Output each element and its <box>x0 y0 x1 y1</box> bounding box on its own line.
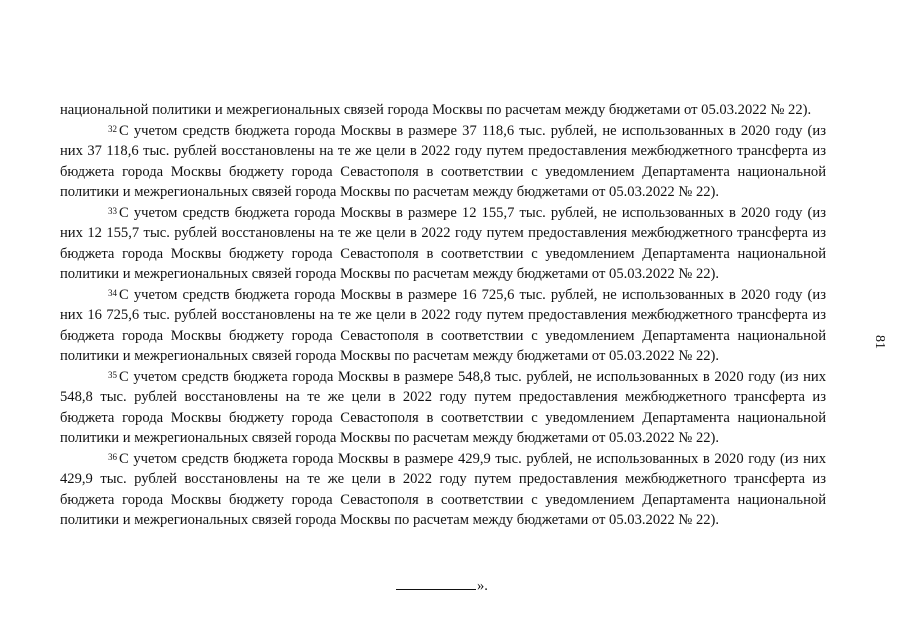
closing-rule <box>396 588 476 590</box>
footnote-paragraph-32 <box>60 121 826 203</box>
footnote-marker: 32 <box>108 123 117 134</box>
footnote-marker: 34 <box>108 287 117 298</box>
page-number: 81 <box>872 335 887 349</box>
paragraph-text: С учетом средств бюджета города Москвы в размере 548,8 тыс. рублей, не использованных в 2020 году (из них 548,8 тыс. рублей восстановлены на те же цели в 2022 году путем предоставления межбюджетного трансферта из бюджета города Москвы бюджету города Севастополя в соответствии с уведомлением Департамента национальной политики и межрегиональных связей города Москвы по расчетам между бюджетами от 05.03.2022 № 22). <box>60 368 826 446</box>
paragraph-text: С учетом средств бюджета города Москвы в размере 16 725,6 тыс. рублей, не использованных в 2020 году (из них 16 725,6 тыс. рублей восстановлены на те же цели в 2022 году путем предоставления межбюджетного трансферта из бюджета города Москвы бюджету города Севастополя в соответствии с уведомлением Департамента национальной политики и межрегиональных связей города Москвы по расчетам между бюджетами от 05.03.2022 № 22). <box>60 286 826 364</box>
paragraph-text: С учетом средств бюджета города Москвы в размере 37 118,6 тыс. рублей, не использованных в 2020 году (из них 37 118,6 тыс. рублей восстановлены на те же цели в 2022 году путем предоставления межбюджетного трансферта из бюджета города Москвы бюджету города Севастополя в соответствии с уведомлением Департамента национальной политики и межрегиональных связей города Москвы по расчетам между бюджетами от 05.03.2022 № 22). <box>60 122 826 200</box>
footnote-paragraph-35 <box>60 367 826 449</box>
footnote-paragraph-34 <box>60 285 826 367</box>
footnote-marker: 35 <box>108 369 117 380</box>
closing-mark <box>396 576 488 596</box>
paragraph-text: С учетом средств бюджета города Москвы в размере 12 155,7 тыс. рублей, не использованных в 2020 году (из них 12 155,7 тыс. рублей восстановлены на те же цели в 2022 году путем предоставления межбюджетного трансферта из бюджета города Москвы бюджету города Севастополя в соответствии с уведомлением Департамента национальной политики и межрегиональных связей города Москвы по расчетам между бюджетами от 05.03.2022 № 22). <box>60 204 826 282</box>
footnote-paragraph-36 <box>60 449 826 531</box>
footnote-marker: 36 <box>108 451 117 462</box>
footnote-paragraph-33 <box>60 203 826 285</box>
paragraph-continuation <box>60 100 826 121</box>
paragraph-text: национальной политики и межрегиональных связей города Москвы по расчетам между бюджетами от 05.03.2022 № 22). <box>60 102 812 118</box>
document-body <box>60 100 826 531</box>
footnote-marker: 33 <box>108 205 117 216</box>
paragraph-text: С учетом средств бюджета города Москвы в размере 429,9 тыс. рублей, не использованных в 2020 году (из них 429,9 тыс. рублей восстановлены на те же цели в 2022 году путем предоставления межбюджетного трансферта из бюджета города Москвы бюджету города Севастополя в соответствии с уведомлением Департамента национальной политики и межрегиональных связей города Москвы по расчетам между бюджетами от 05.03.2022 № 22). <box>60 450 826 528</box>
closing-quote: ». <box>477 578 488 594</box>
